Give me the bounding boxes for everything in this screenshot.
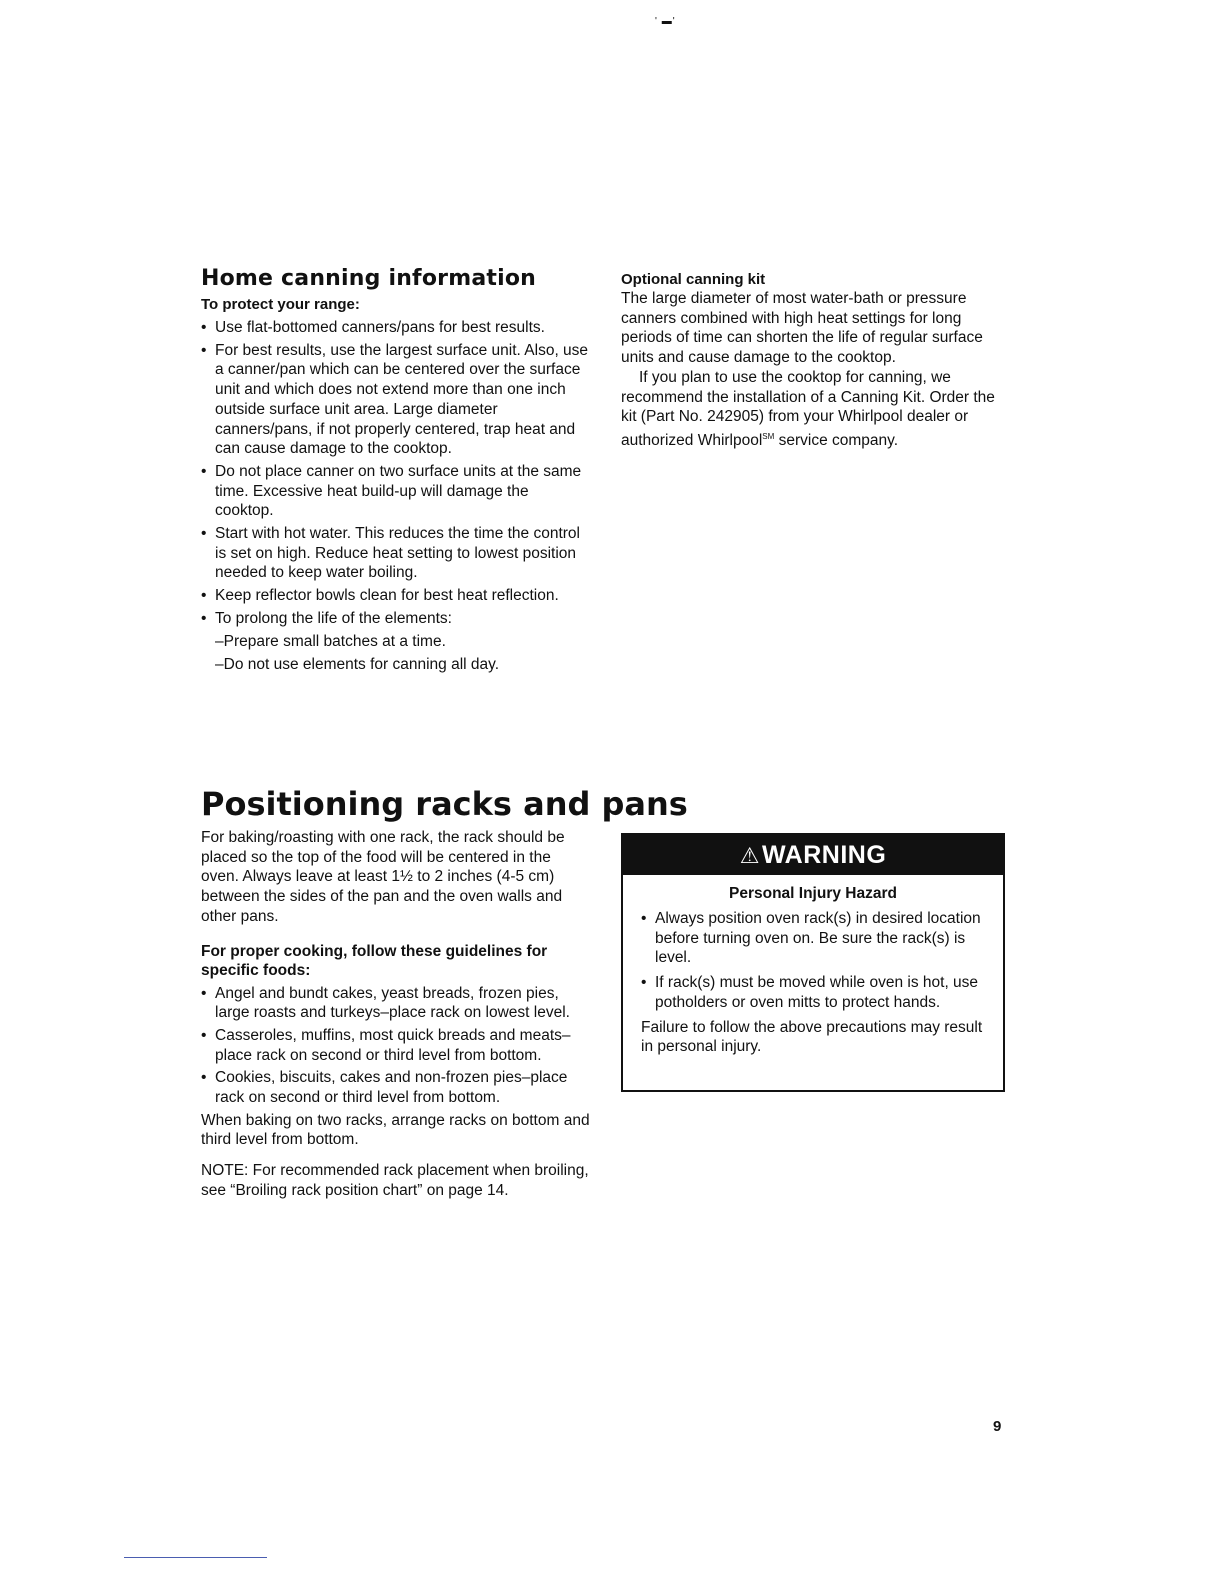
scan-marks: ' ▬' xyxy=(655,16,676,27)
canning-title: Home canning information xyxy=(201,266,536,291)
canning-section xyxy=(201,266,591,679)
warning-banner-text: WARNING xyxy=(761,841,887,869)
canning-subtitle: To protect your range: xyxy=(201,296,360,313)
list-item: • If rack(s) must be moved while oven is hot, use potholders or oven mitts to protect hands. xyxy=(641,973,985,1012)
page-number: 9 xyxy=(993,1418,1002,1435)
warning-list xyxy=(641,909,985,1013)
list-item: • To prolong the life of the elements: xyxy=(201,609,591,629)
list-item: • Keep reflector bowls clean for best heat reflection. xyxy=(201,586,591,606)
racks-section xyxy=(201,828,591,1201)
footer-rule xyxy=(124,1557,267,1558)
list-item: • For best results, use the largest surface unit. Also, use a canner/pan which can be centered over the surface unit and which does not extend more than one inch outside surface unit area. Large diameter canners/pans, if not properly centered, trap heat and can cause damage to the cooktop. xyxy=(201,341,591,459)
optional-kit-section xyxy=(621,270,1011,451)
racks-intro: For baking/roasting with one rack, the rack should be placed so the top of the food will be centered in the oven. Always leave at least 1½ to 2 inches (4-5 cm) between the sides of the pan and the oven walls and other pans. xyxy=(201,829,565,925)
list-item: • Cookies, biscuits, cakes and non-frozen pies–place rack on second or third level from bottom. xyxy=(201,1068,591,1107)
dash-item: –Prepare small batches at a time. xyxy=(215,632,446,650)
warning-triangle-icon: ⚠ xyxy=(739,843,760,868)
warning-body xyxy=(623,875,1003,1057)
optional-kit-paragraph-2 xyxy=(621,368,1011,451)
warning-banner xyxy=(623,835,1003,875)
optional-kit-paragraph-2-text: If you plan to use the cooktop for canning, we recommend the installation of a Canning Kit. Order the kit (Part No. 242905) from your Whirlpool dealer or authorized Whirlpool xyxy=(621,368,995,450)
note-paragraph xyxy=(201,1161,591,1200)
warning-title: Personal Injury Hazard xyxy=(729,885,897,902)
optional-kit-paragraph-2-end: service company. xyxy=(774,432,899,450)
optional-kit-title: Optional canning kit xyxy=(621,271,766,288)
note-text: For recommended rack placement when broiling, see “Broiling rack position chart” on page 14. xyxy=(201,1162,589,1199)
service-mark: SM xyxy=(762,431,775,441)
guidelines-title: For proper cooking, follow these guidelines for specific foods: xyxy=(201,942,548,979)
list-item: • Do not place canner on two surface units at the same time. Excessive heat build-up will damage the cooktop. xyxy=(201,462,591,521)
optional-kit-paragraph-1: The large diameter of most water-bath or pressure canners combined with high heat settings for long periods of time can shorten the life of regular surface units and cause damage to the cooktop. xyxy=(621,290,983,367)
two-racks-text: When baking on two racks, arrange racks on bottom and third level from bottom. xyxy=(201,1111,590,1149)
list-item: • Always position oven rack(s) in desired location before turning oven on. Be sure the rack(s) is level. xyxy=(641,909,985,968)
warning-footer: Failure to follow the above precautions may result in personal injury. xyxy=(641,1018,983,1056)
list-item: • Start with hot water. This reduces the time the control is set on high. Reduce heat setting to lowest position needed to keep water boiling. xyxy=(201,524,591,583)
canning-bullet-list xyxy=(201,318,591,629)
list-item: • Angel and bundt cakes, yeast breads, frozen pies, large roasts and turkeys–place rack on lowest level. xyxy=(201,984,591,1023)
warning-box xyxy=(621,833,1005,1092)
guidelines-list xyxy=(201,984,591,1108)
note-label: NOTE: xyxy=(201,1162,249,1180)
list-item: • Casseroles, muffins, most quick breads and meats–place rack on second or third level from bottom. xyxy=(201,1026,591,1065)
dash-item: –Do not use elements for canning all day. xyxy=(215,656,500,674)
list-item: • Use flat-bottomed canners/pans for best results. xyxy=(201,318,591,338)
racks-title: Positioning racks and pans xyxy=(201,785,688,823)
